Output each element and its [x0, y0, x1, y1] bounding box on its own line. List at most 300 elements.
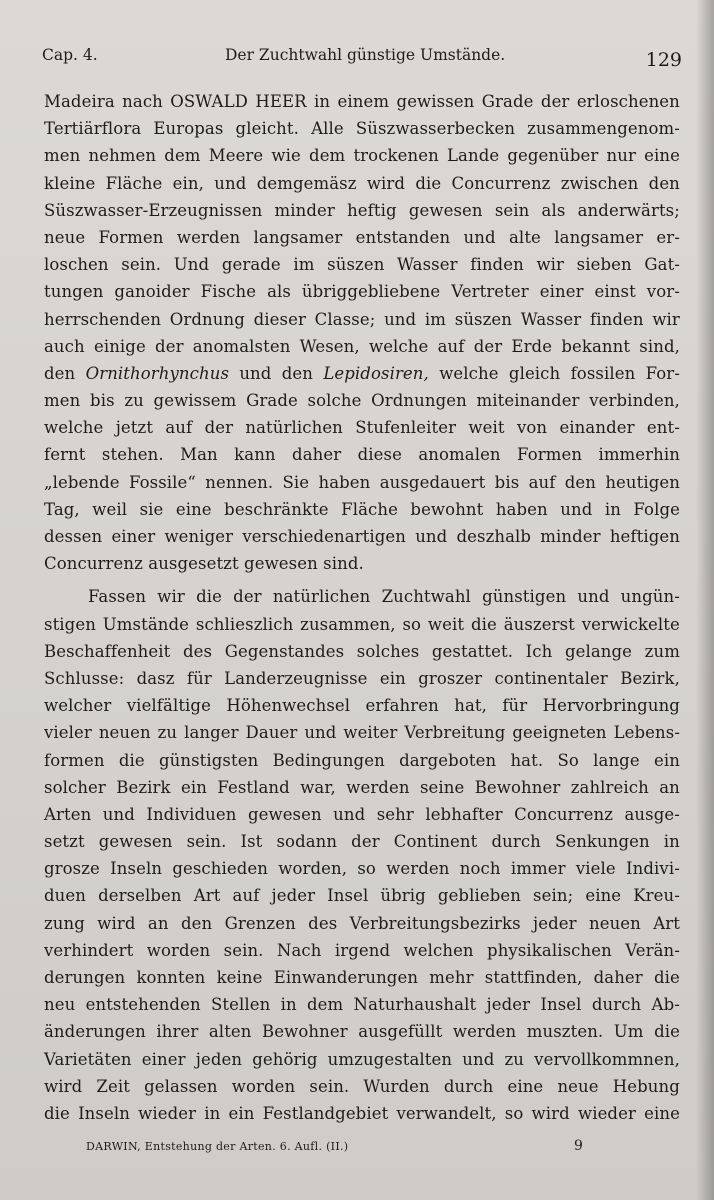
word: Stellen	[210, 995, 271, 1015]
word: geblieben	[437, 886, 521, 906]
word: Madeira	[44, 92, 115, 111]
word: günstigsten	[158, 750, 259, 770]
word: Beschaffenheit	[44, 641, 171, 661]
word: langsamer	[554, 227, 644, 247]
word: Tertiärflora	[44, 119, 142, 139]
word: auf	[165, 418, 193, 438]
word: immer	[510, 859, 566, 879]
word: nehmen	[88, 146, 157, 166]
text-line	[44, 469, 680, 496]
word: groszer	[418, 668, 483, 688]
word: einem	[337, 92, 390, 111]
word: Höhenwechsel	[226, 696, 351, 716]
word: Landerzeugnisse	[224, 668, 368, 688]
word: erfahren	[365, 696, 439, 716]
word: langer	[184, 723, 239, 743]
word: Lande	[446, 146, 500, 166]
word: für	[502, 696, 528, 716]
word: stigen	[44, 614, 96, 634]
word: und	[333, 804, 366, 824]
word: For-	[645, 363, 680, 383]
word: ungün-	[620, 587, 680, 607]
text-line	[44, 801, 680, 828]
word: miteinander	[476, 391, 580, 411]
word: kleine	[44, 173, 96, 193]
text-line	[44, 774, 680, 801]
word: und	[102, 804, 135, 824]
word: die	[654, 1022, 680, 1042]
word: bis	[494, 472, 520, 492]
word: konnten	[136, 968, 206, 987]
word: auf	[437, 336, 465, 356]
chapter-label: Cap. 4.	[42, 46, 98, 64]
word: vielfältige	[126, 696, 211, 716]
word: der	[155, 336, 184, 356]
word: hat,	[454, 696, 487, 716]
word: und	[304, 723, 337, 743]
word: welche	[439, 363, 499, 383]
word: jeder	[271, 886, 316, 906]
word: Gegenstandes	[224, 641, 345, 661]
word: von	[516, 418, 548, 438]
text-line	[44, 747, 680, 774]
word: Gat-	[644, 255, 680, 275]
text-line	[44, 719, 680, 746]
word: stattfinden,	[484, 968, 583, 987]
word: Fläche	[105, 173, 163, 193]
word: derungen	[44, 968, 126, 987]
word: Insel	[327, 886, 369, 906]
word: sie	[139, 499, 164, 519]
word: langsamer	[253, 227, 343, 247]
text-line	[44, 170, 680, 197]
word: natürlichen	[245, 418, 343, 438]
word: Verbreitungsbezirks	[349, 913, 521, 933]
word: verhindert	[44, 940, 134, 960]
word: einer	[141, 1049, 186, 1069]
word: vervollkommnen,	[534, 1049, 680, 1069]
word: durch	[491, 832, 541, 852]
word: Wesen,	[299, 336, 360, 356]
word: weniger	[164, 527, 234, 546]
word: werden	[386, 859, 450, 879]
word: Ist	[240, 832, 263, 852]
word: und	[463, 227, 496, 247]
word: Grenzen	[224, 913, 296, 933]
word: im	[293, 255, 315, 275]
text-line	[44, 855, 680, 882]
word: daher	[292, 445, 342, 465]
word: gegenüber	[507, 146, 599, 166]
word: zum	[644, 641, 680, 661]
word: Classe;	[314, 309, 376, 329]
word: ein	[653, 750, 680, 770]
word: Alle	[311, 119, 344, 139]
word: keine	[216, 968, 263, 987]
sheet-number: 9	[574, 1138, 584, 1154]
word: gleicht.	[235, 119, 299, 139]
word: haben	[318, 472, 371, 492]
word: war,	[300, 777, 336, 797]
word: dessen	[44, 527, 103, 546]
text-line	[44, 1046, 680, 1073]
word: vor-	[646, 282, 680, 302]
word: zusammen,	[300, 614, 396, 634]
word: Fassen	[88, 587, 147, 607]
word: werden	[176, 227, 241, 247]
paragraph-end-line: Concurrenz ausgesetzt gewesen sind.	[44, 554, 364, 574]
word: bewohnt	[410, 499, 484, 519]
word: die	[654, 968, 680, 987]
word: Continent	[393, 832, 478, 852]
word: und	[560, 499, 593, 519]
word: einer	[111, 527, 156, 546]
word: die	[118, 750, 145, 770]
word: den	[180, 913, 213, 933]
word: Und	[173, 255, 210, 275]
word: ausgedauert	[379, 472, 486, 492]
word: Vertreter	[451, 282, 529, 302]
word: jeder	[486, 995, 531, 1015]
word: Sie	[282, 472, 310, 492]
word: Concurrenz	[451, 173, 551, 193]
word: men	[44, 391, 81, 411]
word: fernt	[44, 445, 86, 465]
word: Fische	[200, 282, 257, 302]
word: auf	[232, 886, 260, 906]
word: verschiedenartigen	[242, 527, 407, 546]
word: Wasser	[397, 255, 458, 275]
word: Meere	[208, 146, 264, 166]
word: dem	[309, 146, 346, 166]
word: kann	[234, 445, 276, 465]
word: für	[186, 668, 212, 688]
word: er-	[656, 227, 680, 247]
word: worden	[146, 940, 211, 960]
word: Indivi-	[626, 859, 680, 879]
word: seine	[419, 777, 465, 797]
word: einige	[93, 336, 146, 356]
word: Verän-	[625, 940, 680, 960]
word: ein	[228, 1103, 255, 1123]
word: sein.	[309, 1076, 350, 1096]
word: Erde	[511, 336, 553, 356]
word: entstanden	[355, 227, 451, 247]
word: gewissem	[153, 391, 237, 411]
word: derselben	[98, 886, 182, 906]
text-line	[44, 224, 680, 251]
word: zwischen	[560, 173, 639, 193]
word: deszhalb	[456, 527, 532, 546]
word: einer	[539, 282, 584, 302]
word: eine	[175, 499, 212, 519]
word: anomalsten	[192, 336, 291, 356]
word: alten	[208, 1022, 252, 1042]
word: und	[462, 1049, 495, 1069]
word: auf	[528, 472, 556, 492]
word: einander	[559, 418, 635, 438]
word: sein.	[223, 940, 264, 960]
word: äuszerst	[503, 614, 575, 634]
word: ganoider	[114, 282, 190, 302]
text-line	[44, 251, 680, 278]
word: fossilen	[570, 363, 636, 383]
word: Ich	[525, 641, 553, 661]
word: worden,	[278, 859, 348, 879]
word: Zuchtwahl	[381, 587, 471, 607]
word: zung	[44, 913, 85, 933]
word: den	[281, 363, 314, 383]
word: stehen.	[101, 445, 164, 465]
word: hat.	[510, 750, 544, 770]
word: nennen.	[205, 472, 274, 492]
word: Wurden	[363, 1076, 430, 1096]
word: Süszwasser-Erzeugnissen	[44, 200, 263, 220]
word: übrig	[380, 886, 426, 906]
word: sodann	[276, 832, 338, 852]
text-line	[44, 414, 680, 441]
word: neuen	[98, 723, 151, 743]
word: sein	[494, 200, 530, 220]
word: wir	[536, 255, 565, 275]
word: die	[470, 614, 497, 634]
word: heftigen	[609, 527, 680, 546]
word: verwandelt,	[396, 1103, 497, 1123]
word: die	[415, 173, 442, 193]
word: setzt	[44, 832, 85, 852]
word: weil	[92, 499, 128, 519]
word: als	[267, 282, 291, 302]
word: und	[384, 309, 417, 329]
word: sind,	[639, 336, 680, 356]
word: minder	[274, 200, 335, 220]
text-line	[44, 360, 680, 387]
word: dem	[164, 146, 201, 166]
text-line	[44, 638, 680, 665]
word: Wasser	[520, 309, 582, 329]
word: Ab-	[651, 995, 680, 1015]
word: als	[541, 200, 566, 220]
word: in	[604, 499, 621, 519]
word: viele	[575, 859, 616, 879]
word: änderungen	[44, 1022, 146, 1042]
body-text	[44, 88, 680, 1127]
word: erloschenen	[576, 92, 680, 111]
word: Hervorbringung	[542, 696, 680, 716]
word: Um	[613, 1022, 644, 1042]
word: trockenen	[353, 146, 439, 166]
word: nur	[606, 146, 636, 166]
word: formen	[44, 750, 105, 770]
word: Bezirk	[116, 777, 171, 797]
word: lebhafter	[425, 804, 503, 824]
word: gewissen	[396, 92, 475, 111]
word: Inseln	[110, 859, 163, 879]
word: ihrer	[156, 1022, 199, 1042]
word: eine	[644, 146, 680, 166]
word: daher	[593, 968, 643, 987]
word: finden	[590, 309, 644, 329]
word: gewesen	[408, 200, 483, 220]
word: dieser	[253, 309, 306, 329]
word: sehr	[376, 804, 414, 824]
footer	[86, 1140, 606, 1160]
word: noch	[459, 859, 501, 879]
word: Inseln	[78, 1103, 130, 1123]
word: an	[147, 913, 169, 933]
word: geschieden	[172, 859, 268, 879]
word: Europas	[153, 119, 224, 139]
word: haben	[495, 499, 548, 519]
word: Arten	[44, 804, 92, 824]
word: Fossile“	[128, 472, 196, 492]
word: solches	[356, 641, 420, 661]
word: des	[308, 913, 338, 933]
text-line	[44, 692, 680, 719]
word: Fläche	[341, 499, 398, 519]
word: anderwärts;	[577, 200, 680, 220]
word: Man	[180, 445, 218, 465]
word: dasz	[136, 668, 175, 688]
word: so	[402, 614, 422, 634]
word: Bewohner	[474, 777, 561, 797]
word: jeden	[195, 1049, 243, 1069]
word: worden	[231, 1076, 296, 1096]
word: alte	[509, 227, 541, 247]
word: So	[557, 750, 579, 770]
word: ausgefüllt	[358, 1022, 443, 1042]
paragraph-start-line	[44, 583, 680, 610]
word: Individuen	[146, 804, 237, 824]
word: solcher	[44, 777, 106, 797]
word: den	[44, 363, 76, 383]
word: lange	[593, 750, 640, 770]
text-line	[44, 333, 680, 360]
word: vieler	[44, 723, 92, 743]
word: die	[196, 587, 222, 607]
word: Dauer	[245, 723, 298, 743]
word: Bezirk,	[620, 668, 680, 688]
word: OSWALD	[170, 92, 248, 111]
word: geeigneten	[512, 723, 607, 743]
word: gelange	[564, 641, 633, 661]
word: die	[44, 1103, 70, 1123]
text-line	[44, 828, 680, 855]
word: Ordnung	[169, 309, 245, 329]
word: Varietäten	[44, 1049, 132, 1069]
word: einst	[594, 282, 636, 302]
word: zu	[157, 723, 178, 743]
word: eine	[585, 886, 622, 906]
word: gerade	[221, 255, 281, 275]
text-line	[44, 1100, 680, 1127]
word: sein.	[186, 832, 227, 852]
word: neue	[44, 227, 86, 247]
word: süszen	[454, 309, 513, 329]
word: auch	[44, 336, 85, 356]
word: Art	[193, 886, 221, 906]
word: demgemäsz	[256, 173, 357, 193]
signature-line: DARWIN, Entstehung der Arten. 6. Aufl. (II.)	[86, 1140, 349, 1153]
word: gewesen	[98, 832, 173, 852]
word: ein	[180, 777, 207, 797]
running-title: Der Zuchtwahl günstige Umstände.	[225, 46, 506, 64]
word: grosze	[44, 859, 100, 879]
word: Bedingungen	[272, 750, 385, 770]
word: eine	[644, 1103, 680, 1123]
word: schlieszlich	[195, 614, 294, 634]
page-number: 129	[645, 49, 682, 71]
word: Ordnungen	[371, 391, 467, 411]
word: gestattet.	[431, 641, 514, 661]
text-line	[44, 88, 680, 115]
text-line	[44, 441, 680, 468]
word: immerhin	[598, 445, 680, 465]
word: diese	[357, 445, 402, 465]
word: Insel	[540, 995, 582, 1015]
word: herrschenden	[44, 309, 162, 329]
word: gehörig	[252, 1049, 318, 1069]
word: sein.	[121, 255, 162, 275]
word: durch	[443, 1076, 494, 1096]
word: Grade	[481, 92, 534, 111]
word: Formen	[98, 227, 164, 247]
word: sein;	[533, 886, 574, 906]
word: eine	[507, 1076, 544, 1096]
word: Hebung	[612, 1076, 680, 1096]
word: solche	[307, 391, 362, 411]
word: Concurrenz	[514, 804, 614, 824]
word: minder	[540, 527, 601, 546]
word: in	[663, 832, 680, 852]
word: wieder	[138, 1103, 197, 1123]
word: anomalen	[418, 445, 501, 465]
word: verbinden,	[589, 391, 680, 411]
word: zusammengenom-	[527, 119, 680, 139]
word: Lebens-	[613, 723, 680, 743]
word: ausge-	[624, 804, 680, 824]
word: der	[204, 418, 234, 438]
text-line	[44, 964, 680, 991]
word: süszen	[327, 255, 385, 275]
word: beschränkte	[224, 499, 329, 519]
word: der	[233, 587, 262, 607]
word: weit	[427, 614, 465, 634]
word: der	[473, 336, 503, 356]
word: wird	[97, 913, 136, 933]
word: im	[424, 309, 447, 329]
word: Ornithorhynchus	[85, 363, 230, 383]
word: men	[44, 146, 81, 166]
text-line	[44, 882, 680, 909]
word: des	[182, 641, 213, 661]
word: Festland	[217, 777, 290, 797]
word: wie	[271, 146, 301, 166]
word: dem	[306, 995, 344, 1015]
word: nach	[122, 92, 163, 111]
text-line	[44, 115, 680, 142]
word: in	[314, 92, 331, 111]
word: übriggebliebene	[301, 282, 441, 302]
word: physikalischen	[487, 940, 612, 960]
word: zu	[504, 1049, 525, 1069]
text-line	[44, 665, 680, 692]
word: natürlichen	[272, 587, 371, 607]
word: wird	[366, 173, 406, 193]
word: Einwanderungen	[273, 968, 419, 987]
text-line	[44, 496, 680, 523]
word: dargeboten	[399, 750, 497, 770]
